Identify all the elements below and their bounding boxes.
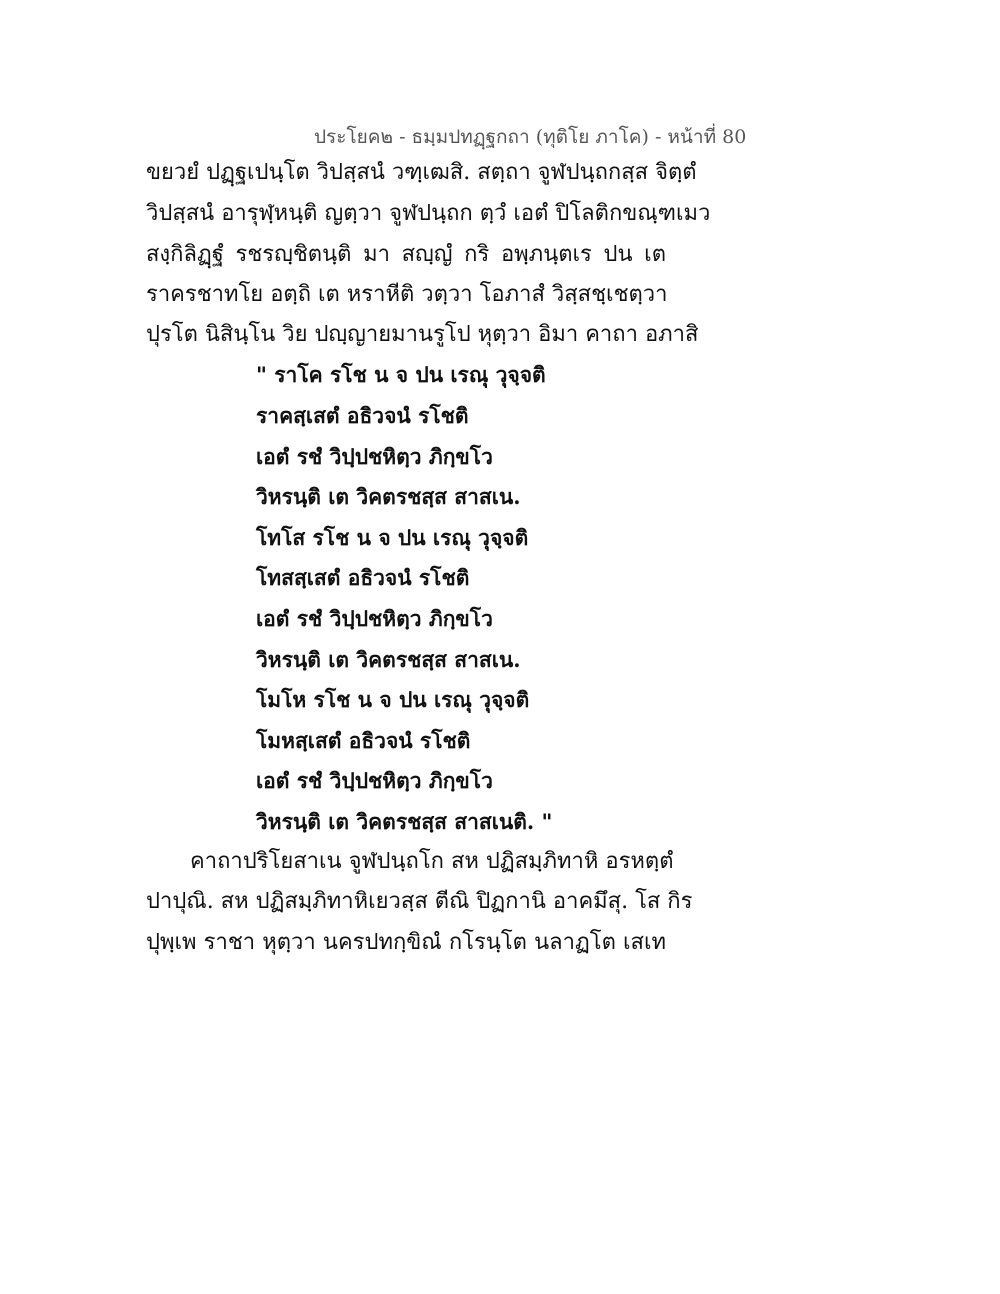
verse-line: วิหรนฺติ เต วิคตรชสฺส สาสเน.	[256, 647, 521, 672]
prose-line: คาถาปริโยสาเน จูฬปนฺถโก สห ปฏิสมฺภิทาหิ อรหตฺตํ	[190, 849, 674, 874]
prose-line: ปุพฺเพ ราชา หุตฺวา นครปทกฺขิณํ กโรนฺโต นลาฏโต เสเท	[146, 930, 666, 955]
prose-line: ปาปุณิ. สห ปฏิสมฺภิทาหิเยวสฺส ตีณิ ปิฏกานิ อาคมึสุ. โส กิร	[146, 889, 693, 914]
verse-line: วิหรนฺติ เต วิคตรชสฺส สาสเน.	[256, 484, 521, 509]
verse-line: เอตํ รชํ วิปฺปชหิตฺว ภิกฺขโว	[256, 606, 493, 631]
verse-line: วิหรนฺติ เต วิคตรชสฺส สาสเนติ. "	[256, 809, 553, 834]
verse-line: เอตํ รชํ วิปฺปชหิตฺว ภิกฺขโว	[256, 444, 493, 469]
verse-line: โมหสฺเสตํ อธิวจนํ รโชติ	[256, 728, 471, 753]
verse-line: โทโส รโช น จ ปน เรณุ วุจฺจติ	[256, 525, 529, 550]
verse-line: โมโห รโช น จ ปน เรณุ วุจฺจติ	[256, 687, 530, 712]
running-header: ประโยค๒ - ธมฺมปทฏฺฐกถา (ทุติโย ภาโค) - หน้าที่ 80	[314, 126, 747, 148]
verse-line: ราคสฺเสตํ อธิวจนํ รโชติ	[256, 403, 469, 428]
verse-line: " ราโค รโช น จ ปน เรณุ วุจฺจติ	[256, 362, 546, 387]
prose-line: ขยวยํ ปฏฺฐเปนฺโต วิปสฺสนํ วฑฺเฒสิ. สตฺถา จูฬปนฺถกสฺส จิตฺตํ	[146, 160, 697, 185]
verse-line: เอตํ รชํ วิปฺปชหิตฺว ภิกฺขโว	[256, 768, 493, 793]
prose-line: วิปสฺสนํ อารุฬฺหนฺติ ญตฺวา จูฬปนฺถก ตฺวํ เอตํ ปิโลติกขณฺฑเมว	[146, 201, 711, 226]
prose-line: สงฺกิลิฏฺฐํ รชรญฺชิตนฺติ มา สญฺญํ กริ อพฺภนฺตเร ปน เต	[146, 242, 666, 267]
verse-line: โทสสฺเสตํ อธิวจนํ รโชติ	[256, 565, 470, 590]
prose-line: ราครชาทโย อตฺถิ เต หราหีติ วตฺวา โอภาสํ วิสฺสชฺเชตฺวา	[146, 282, 668, 307]
prose-line: ปุรโต นิสินฺโน วิย ปญฺญายมานรูโป หุตฺวา อิมา คาถา อภาสิ	[146, 322, 699, 347]
